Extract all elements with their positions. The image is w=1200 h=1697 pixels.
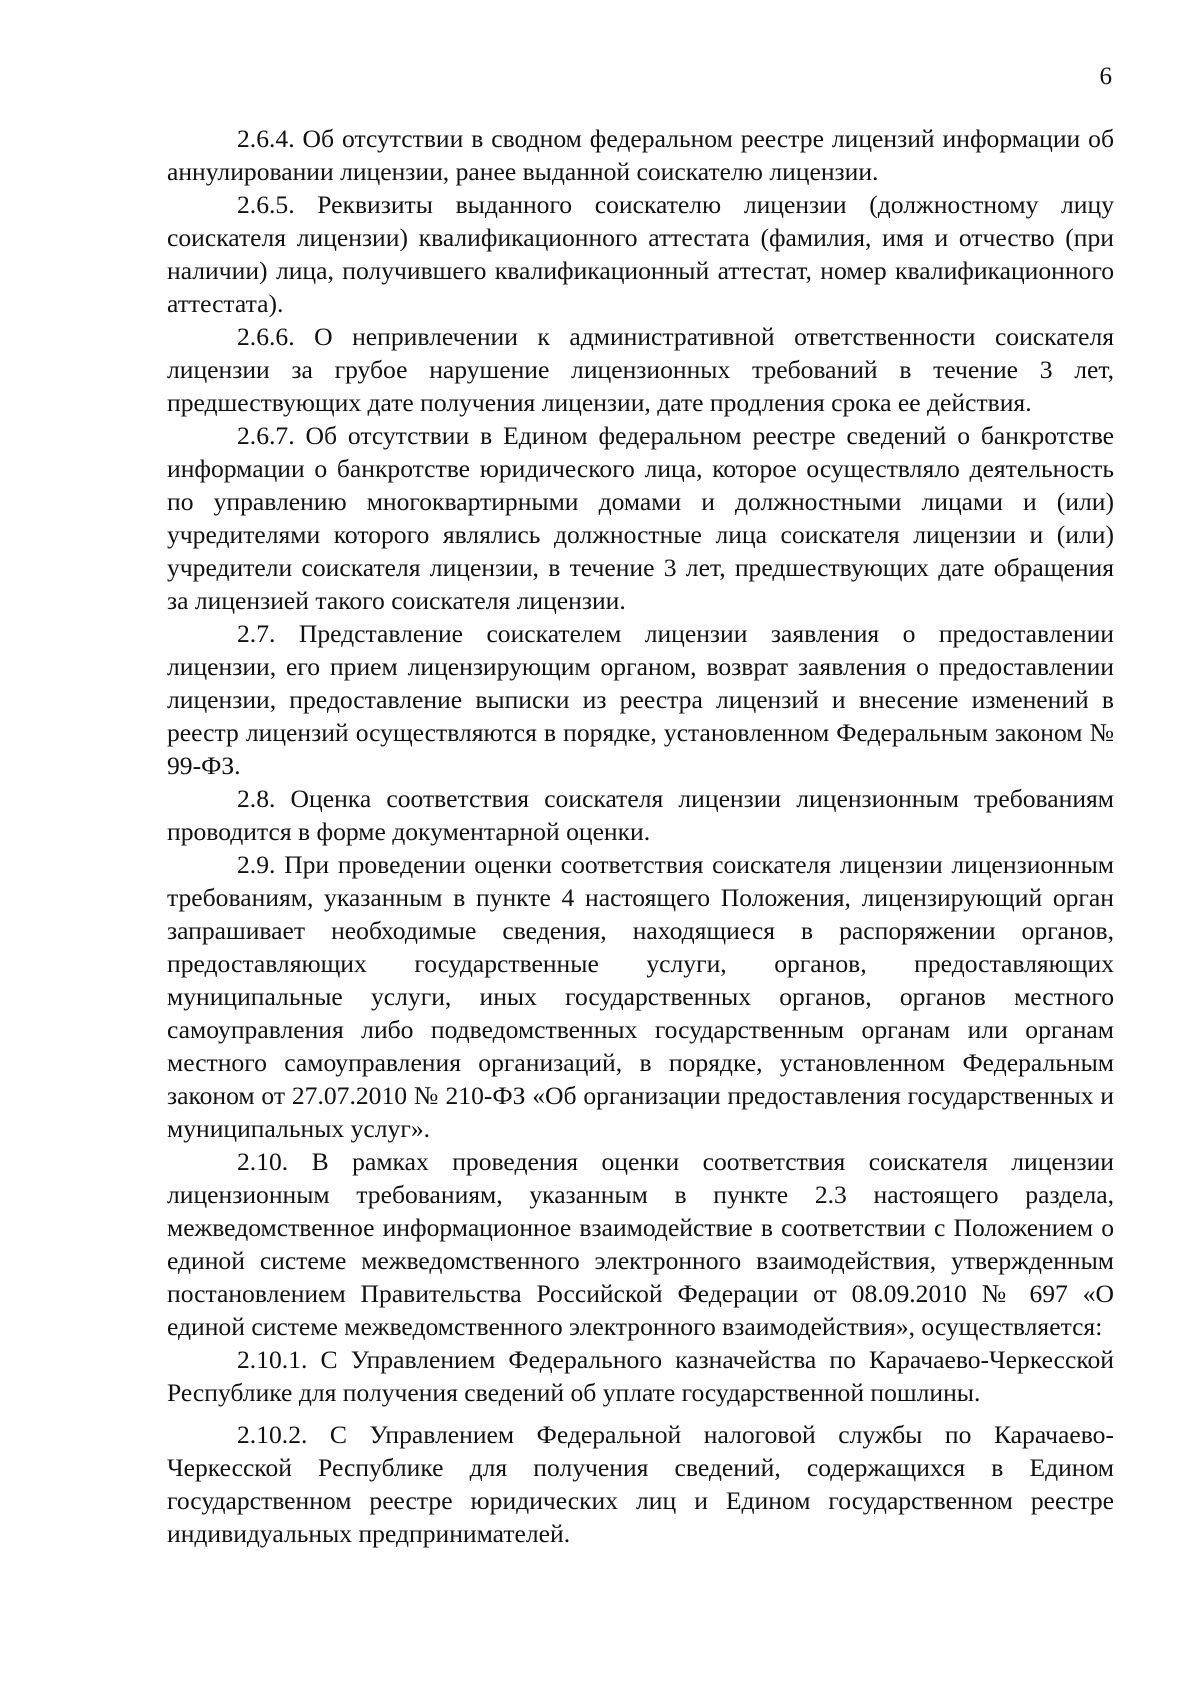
- paragraph-2-6-6: 2.6.6. О непривлечении к административной ответственности соискателя лицензии за грубое нарушение лицензионных требований в течение 3 лет, предшествующих дате получения лицензии, дате продления срока ее действия.: [167, 322, 1114, 417]
- paragraph-2-10-2: 2.10.2. С Управлением Федеральной налоговой службы по Карачаево-Черкесской Республике для получения сведений, содержащихся в Едином государственном реестре юридических лиц и Едином государственном реестре индивидуальных предпринимателей.: [167, 1420, 1114, 1548]
- paragraph-2-6-5: 2.6.5. Реквизиты выданного соискателю лицензии (должностному лицу соискателя лицензии) квалификационного аттестата (фамилия, имя и отчество (при наличии) лица, получившего квалификационный аттестат, номер квалификационного аттестата).: [167, 190, 1114, 318]
- document-body: [167, 122, 1114, 1550]
- paragraph-2-10: 2.10. В рамках проведения оценки соответствия соискателя лицензии лицензионным требованиям, указанным в пункте 2.3 настоящего раздела, межведомственное информационное взаимодействие в соответствии с Положением о единой системе межведомственного электронного взаимодействия, утвержденным постановлением Правительства Российской Федерации от 08.09.2010 № 697 «О единой системе межведомственного электронного взаимодействия», осуществляется:: [167, 1147, 1114, 1341]
- paragraph-2-9: 2.9. При проведении оценки соответствия соискателя лицензии лицензионным требованиям, указанным в пункте 4 настоящего Положения, лицензирующий орган запрашивает необходимые сведения, находящиеся в распоряжении органов, предоставляющих государственные услуги, органов, предоставляющих муниципальные услуги, иных государственных органов, органов местного самоуправления либо подведомственных государственным органам или органам местного самоуправления организаций, в порядке, установленном Федеральным законом от 27.07.2010 № 210-ФЗ «Об организации предоставления государственных и муниципальных услуг».: [167, 850, 1114, 1143]
- paragraph-2-8: 2.8. Оценка соответствия соискателя лицензии лицензионным требованиям проводится в форме документарной оценки.: [167, 784, 1114, 846]
- page-number: 6: [1099, 63, 1112, 90]
- paragraph-2-6-4: 2.6.4. Об отсутствии в сводном федеральном реестре лицензий информации об аннулировании лицензии, ранее выданной соискателю лицензии.: [167, 124, 1114, 186]
- paragraph-2-10-1: 2.10.1. С Управлением Федерального казначейства по Карачаево-Черкесской Республике для получения сведений об уплате государственной пошлины.: [167, 1345, 1114, 1407]
- paragraph-2-7: 2.7. Представление соискателем лицензии заявления о предоставлении лицензии, его прием лицензирующим органом, возврат заявления о предоставлении лицензии, предоставление выписки из реестра лицензий и внесение изменений в реестр лицензий осуществляются в порядке, установленном Федеральным законом № 99-ФЗ.: [167, 619, 1114, 780]
- paragraph-2-6-7: 2.6.7. Об отсутствии в Едином федеральном реестре сведений о банкротстве информации о банкротстве юридического лица, которое осуществляло деятельность по управлению многоквартирными домами и должностными лицами и (или) учредителями которого являлись должностные лица соискателя лицензии и (или) учредители соискателя лицензии, в течение 3 лет, предшествующих дате обращения за лицензией такого соискателя лицензии.: [167, 421, 1114, 615]
